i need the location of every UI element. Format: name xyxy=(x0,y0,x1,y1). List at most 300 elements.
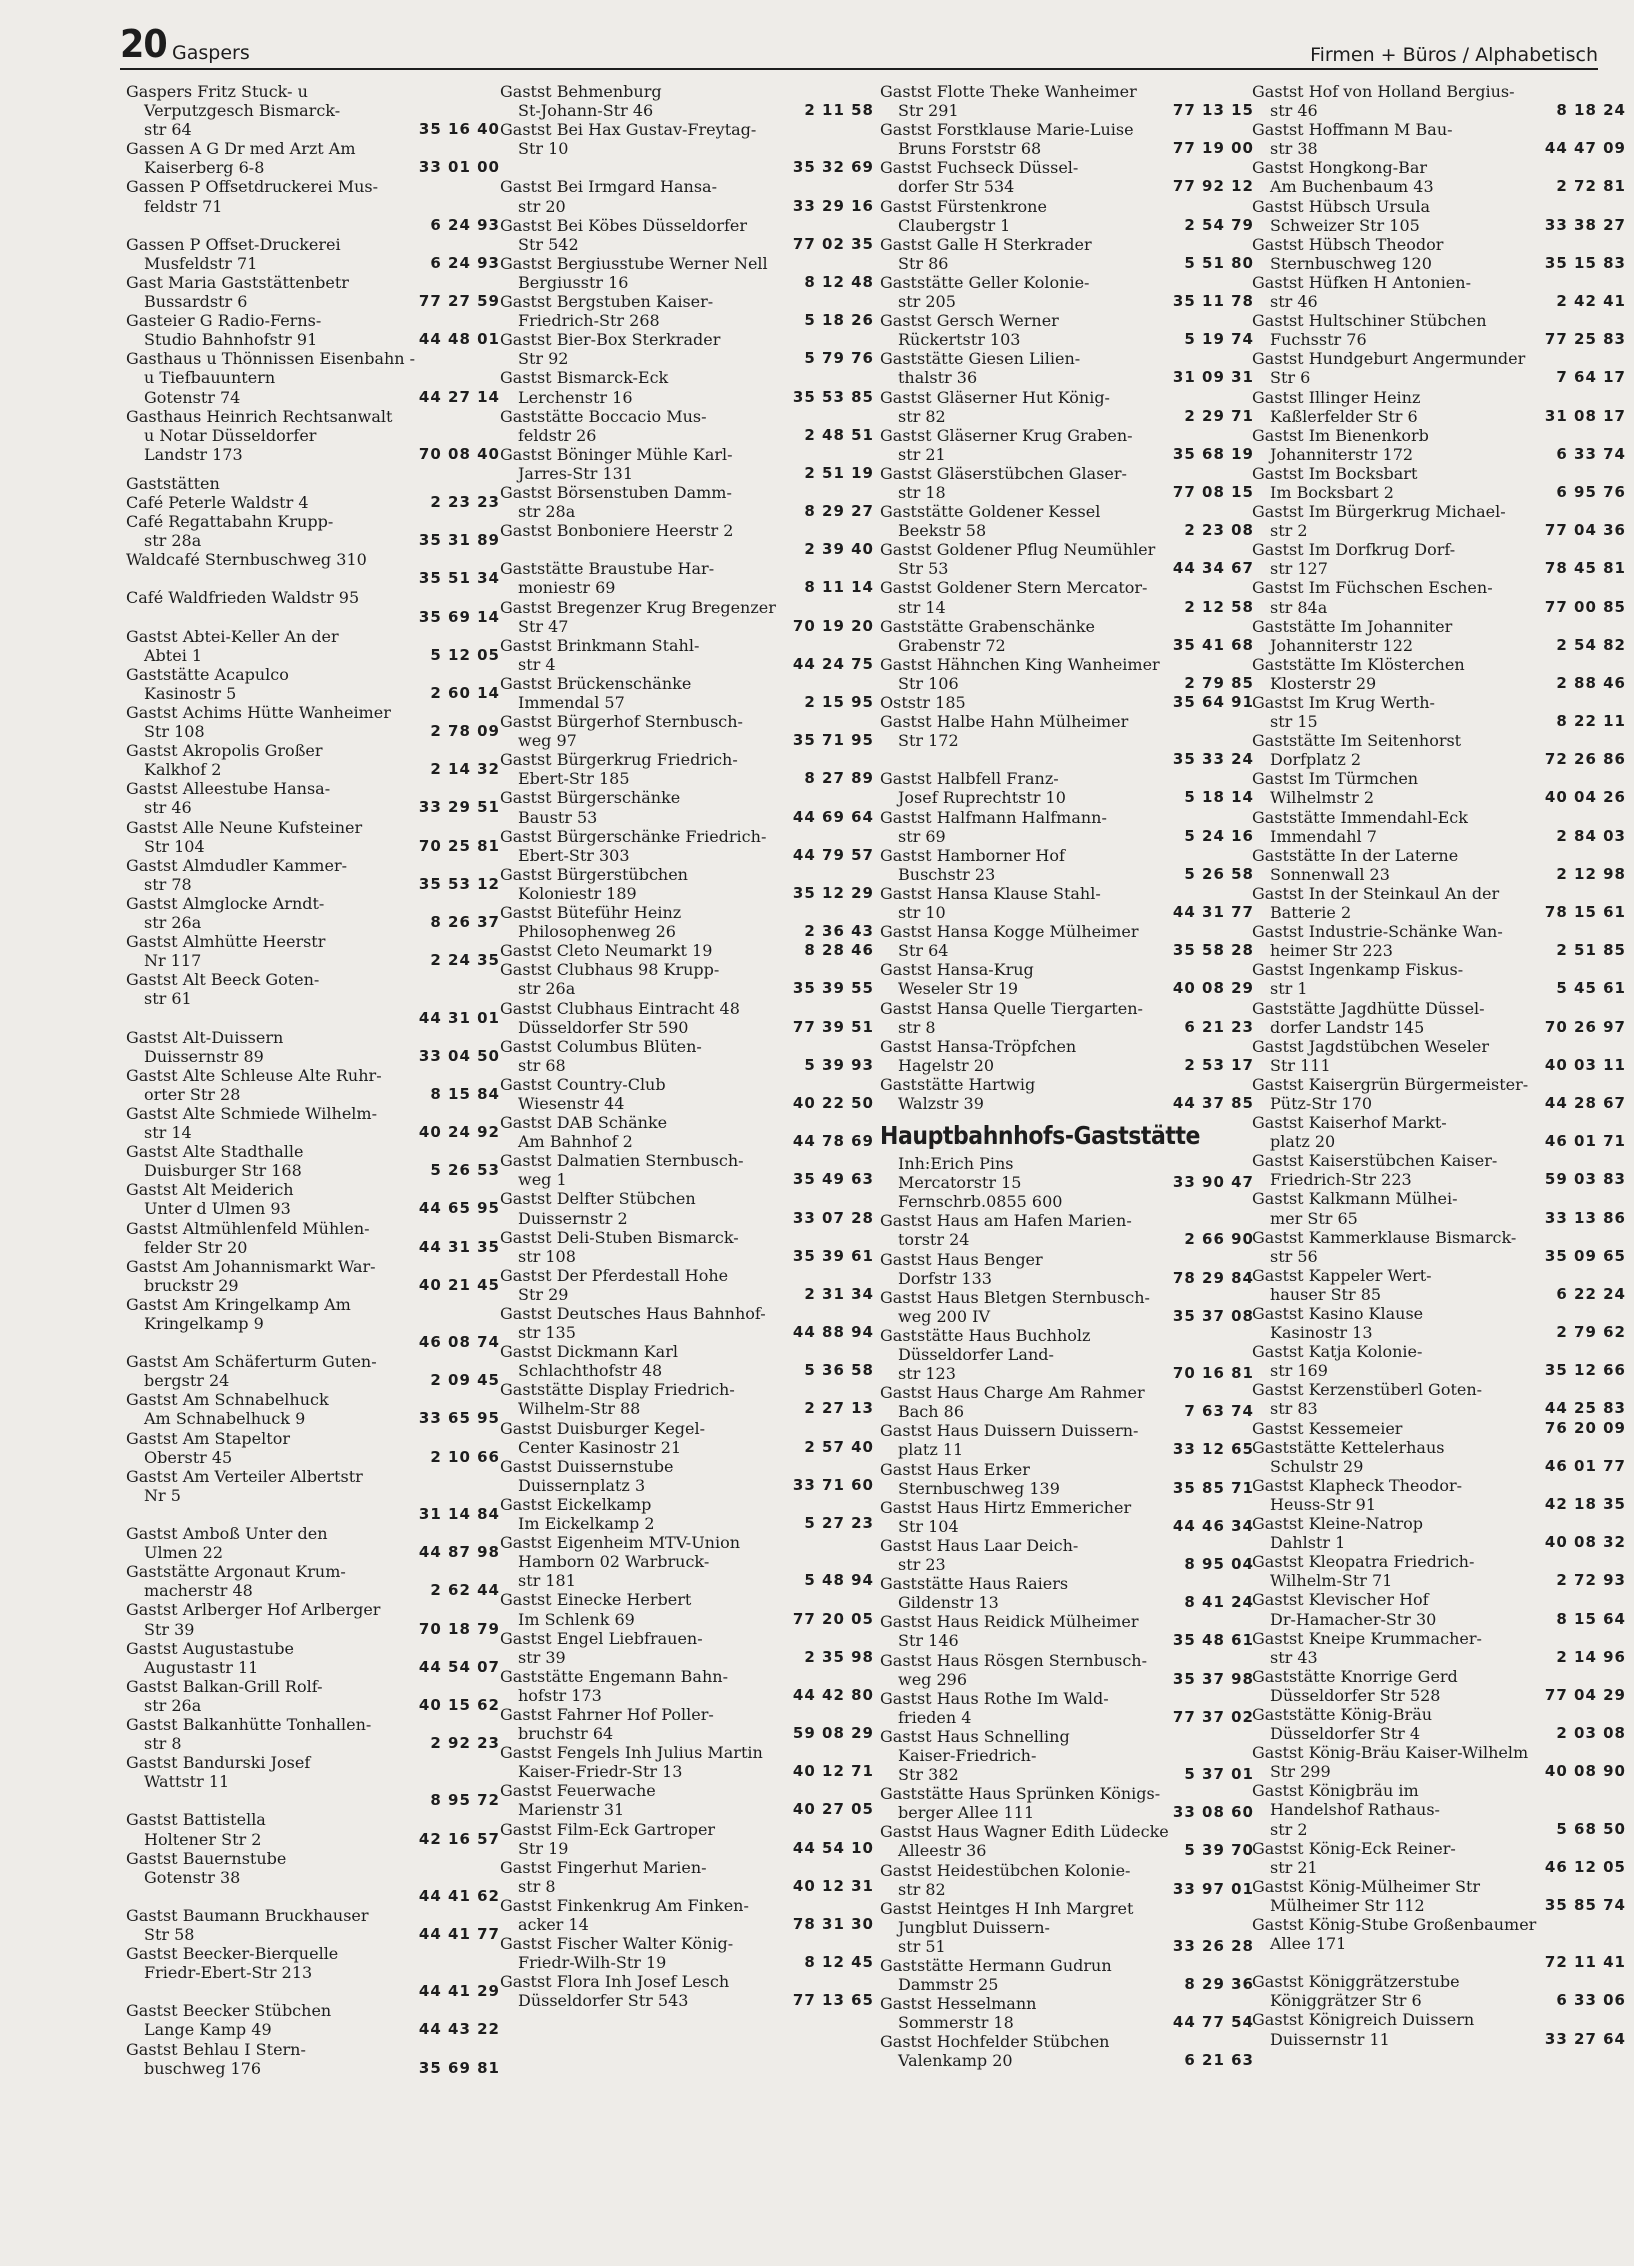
entry-name: Gastst Alle Neune Kufsteiner xyxy=(126,817,363,837)
entry-phone: 5 79 76 xyxy=(804,349,874,368)
entry-phone: 6 21 23 xyxy=(1184,1017,1254,1036)
entry-name: Gastst Kaiserhof Markt- xyxy=(1252,1113,1447,1133)
entry-address: Str 104 70 25 81 xyxy=(144,836,500,856)
entry-name: Gastst Gläserstübchen Glaser- xyxy=(880,463,1127,483)
entry-address: str 169 35 12 66 xyxy=(1270,1361,1626,1381)
entry-address: hofstr 173 44 42 80 xyxy=(518,1685,874,1705)
entry-phone: 70 08 40 xyxy=(418,444,500,463)
directory-entry xyxy=(500,827,878,865)
entry-name: Café Waldfrieden Waldstr 95 xyxy=(126,588,360,608)
entry-phone: 59 03 83 xyxy=(1544,1170,1626,1189)
directory-entry xyxy=(1252,808,1630,846)
entry-name: Gastst Columbus Blüten- xyxy=(500,1036,702,1056)
directory-entry xyxy=(500,82,878,120)
entry-phone: 33 71 60 xyxy=(792,1475,874,1494)
entry-name: Gastst Halbe Hahn Mülheimer xyxy=(880,712,1129,732)
entry-phone: 31 08 17 xyxy=(1544,406,1626,425)
entry-address: Unter d Ulmen 93 44 65 95 xyxy=(144,1199,500,1219)
entry-address: Am Schnabelhuck 9 33 65 95 xyxy=(144,1409,500,1429)
entry-address: Duissernstr 2 33 07 28 xyxy=(518,1208,874,1228)
entry-phone: 77 39 51 xyxy=(792,1017,874,1036)
entry-address: platz 11 33 12 65 xyxy=(898,1440,1254,1460)
entry-address: u Notar Düsseldorfer xyxy=(144,425,317,445)
entry-name: Gastst Baumann Bruckhauser xyxy=(126,1905,369,1925)
entry-phone: 40 03 11 xyxy=(1544,1055,1626,1074)
entry-phone: 2 42 41 xyxy=(1556,292,1626,311)
entry-name: Gaststätte Im Johanniter xyxy=(1252,616,1453,636)
entry-phone: 2 79 62 xyxy=(1556,1323,1626,1342)
entry-phone: 35 48 61 xyxy=(1172,1631,1254,1650)
directory-entry xyxy=(126,2001,504,2039)
entry-name: Gastst Eigenheim MTV-Union xyxy=(500,1533,741,1553)
entry-address: acker 14 78 31 30 xyxy=(518,1915,874,1934)
entry-phone: 44 34 67 xyxy=(1172,559,1254,578)
entry-phone: 33 04 50 xyxy=(418,1046,500,1065)
entry-address: bruckstr 29 40 21 45 xyxy=(144,1275,500,1295)
directory-entry xyxy=(126,665,504,703)
entry-name: Gaststätte Haus Sprünken Königs- xyxy=(880,1784,1161,1804)
entry-address: Kaiserberg 6-8 33 01 00 xyxy=(144,158,500,178)
entry-phone: 2 12 98 xyxy=(1556,864,1626,883)
entry-name: Gastst Duissernstube xyxy=(500,1456,674,1476)
directory-entry xyxy=(1252,1266,1630,1304)
directory-entry xyxy=(126,1715,504,1753)
entry-address: str 15 8 22 11 xyxy=(1270,712,1626,732)
entry-address: Baustr 53 44 69 64 xyxy=(518,807,874,827)
directory-entry xyxy=(1252,1705,1630,1743)
entry-name: Gastst Achims Hütte Wanheimer xyxy=(126,703,391,722)
entry-address: Str 382 5 37 01 xyxy=(898,1765,1254,1785)
entry-address: macherstr 48 2 62 44 xyxy=(144,1581,500,1601)
entry-address: Wilhelm-Str 88 2 27 13 xyxy=(518,1399,874,1419)
entry-address: dorfer Landstr 145 70 26 97 xyxy=(1270,1017,1626,1037)
entry-phone: 8 12 45 xyxy=(804,1953,874,1972)
directory-entry xyxy=(880,1075,1258,1113)
entry-phone: 2 88 46 xyxy=(1556,673,1626,692)
entry-address: platz 20 46 01 71 xyxy=(1270,1132,1626,1152)
entry-name: Gastst Hansa Klause Stahl- xyxy=(880,883,1101,903)
directory-entry xyxy=(500,216,878,254)
entry-name: Gastst Brückenschänke xyxy=(500,673,692,693)
entry-name: Gastst Hübsch Ursula xyxy=(1252,196,1431,216)
entry-address: str 82 2 29 71 xyxy=(898,406,1254,426)
entry-name: Gastst Beecker Stübchen xyxy=(126,2001,332,2021)
entry-name: Gastst Arlberger Hof Arlberger xyxy=(126,1600,381,1620)
directory-entry xyxy=(500,407,878,445)
entry-name: Gastst Gläserner Krug Graben- xyxy=(880,425,1133,445)
entry-address: Philosophenweg 26 2 36 43 xyxy=(518,922,874,942)
directory-entry xyxy=(126,627,504,665)
entry-phone: 8 95 04 xyxy=(1184,1555,1254,1574)
entry-name: Gastst Abtei-Keller An der xyxy=(126,626,339,646)
entry-name: Gasthaus u Thönnissen Eisenbahn - xyxy=(126,349,416,369)
directory-entry xyxy=(1252,960,1630,998)
directory-entry xyxy=(126,1944,504,2001)
entry-address: Str 108 2 78 09 xyxy=(144,722,500,742)
directory-entry xyxy=(500,483,878,521)
entry-address: Abtei 1 5 12 05 xyxy=(144,645,500,665)
entry-phone-line xyxy=(126,608,504,627)
entry-address: str 2 5 68 50 xyxy=(1270,1819,1626,1839)
entry-address: Lange Kamp 49 44 43 22 xyxy=(144,2020,500,2040)
entry-address: Schulstr 29 46 01 77 xyxy=(1270,1456,1626,1476)
directory-entry xyxy=(126,407,504,464)
entry-address: str 8 40 12 31 xyxy=(518,1876,874,1896)
entry-phone: 5 18 14 xyxy=(1184,788,1254,807)
entry-phone: 44 25 83 xyxy=(1544,1399,1626,1418)
entry-phone: 2 36 43 xyxy=(804,922,874,941)
entry-name: Gastst Hoffmann M Bau- xyxy=(1252,120,1453,140)
entry-name: Gastst Bürgerschänke Friedrich- xyxy=(500,826,767,846)
entry-address: Str 106 2 79 85 xyxy=(898,673,1254,693)
entry-phone: 44 48 01 xyxy=(418,330,500,349)
entry-name: Gastst Country-Club xyxy=(500,1074,666,1094)
entry-address: Kasinostr 5 2 60 14 xyxy=(144,683,500,703)
directory-entry xyxy=(500,903,878,941)
entry-phone: 59 08 29 xyxy=(792,1724,874,1743)
entry-name: Gastst Akropolis Großer xyxy=(126,741,323,761)
directory-entry xyxy=(1252,1189,1630,1227)
entry-address: Johanniterstr 172 6 33 74 xyxy=(1270,444,1626,464)
entry-phone: 2 14 32 xyxy=(430,760,500,779)
entry-name: Gassen P Offset-Druckerei xyxy=(126,234,341,254)
entry-phone: 6 21 63 xyxy=(1184,2051,1254,2070)
directory-entry xyxy=(126,932,504,970)
entry-address: feldstr 71 xyxy=(144,196,223,216)
entry-phone: 35 41 68 xyxy=(1172,635,1254,654)
entry-name: Gassen A G Dr med Arzt Am xyxy=(126,139,356,159)
entry-address: str 135 44 88 94 xyxy=(518,1323,874,1343)
directory-entry xyxy=(1252,1228,1630,1266)
entry-phone: 40 15 62 xyxy=(418,1695,500,1714)
directory-entry xyxy=(500,865,878,903)
entry-address: Musfeldstr 71 6 24 93 xyxy=(144,253,500,273)
entry-address: Str 92 5 79 76 xyxy=(518,349,874,369)
entry-phone: 35 37 08 xyxy=(1172,1306,1254,1325)
entry-address: Wattstr 11 xyxy=(144,1772,230,1792)
entry-name: Gastst Böninger Mühle Karl- xyxy=(500,444,733,464)
entry-name: Gaststätte Boccacio Mus- xyxy=(500,406,707,426)
entry-address: Mülheimer Str 112 35 85 74 xyxy=(1270,1895,1626,1915)
entry-phone: 35 11 78 xyxy=(1172,292,1254,311)
entry-name: Gastst Balkan-Grill Rolf- xyxy=(126,1676,323,1696)
directory-entry xyxy=(126,1600,504,1638)
entry-name: Gastst Im Füchschen Eschen- xyxy=(1252,578,1493,598)
entry-phone: 6 24 93 xyxy=(430,215,500,234)
entry-phone: 77 00 85 xyxy=(1544,597,1626,616)
entry-name: Gastst Kessemeier 76 20 09 xyxy=(1252,1418,1626,1438)
entry-phone: 2 66 90 xyxy=(1184,1230,1254,1249)
entry-name: Gastst Feuerwache xyxy=(500,1781,656,1801)
entry-name: Gastst Galle H Sterkrader xyxy=(880,234,1092,254)
entry-address: str 127 78 45 81 xyxy=(1270,559,1626,579)
entry-phone: 44 54 10 xyxy=(792,1838,874,1857)
directory-entry xyxy=(126,512,504,550)
entry-phone: 33 29 16 xyxy=(792,196,874,215)
entry-name: Inh:Erich Pins xyxy=(898,1154,1014,1174)
entry-phone: 2 39 40 xyxy=(804,540,874,559)
entry-phone: 46 01 77 xyxy=(1544,1456,1626,1475)
entry-address: Beekstr 58 2 23 08 xyxy=(898,521,1254,541)
directory-entry xyxy=(880,388,1258,426)
directory-entry xyxy=(500,1972,878,2010)
entry-phone-line xyxy=(126,1887,504,1906)
entry-address: str 20 33 29 16 xyxy=(518,196,874,216)
directory-entry xyxy=(126,1753,504,1810)
directory-entry xyxy=(1252,769,1630,807)
directory-entry xyxy=(880,1536,1258,1574)
entry-name: Gaststätte Goldener Kessel xyxy=(880,502,1101,522)
entry-phone: 5 24 16 xyxy=(1184,826,1254,845)
entry-phone: 42 16 57 xyxy=(418,1829,500,1848)
directory-entry xyxy=(1252,693,1630,731)
entry-phone: 2 27 13 xyxy=(804,1399,874,1418)
entry-name: Gastst Bismarck-Eck xyxy=(500,368,669,388)
entry-phone: 2 14 96 xyxy=(1556,1647,1626,1666)
entry-phone: 70 19 20 xyxy=(792,616,874,635)
entry-phone: 2 72 93 xyxy=(1556,1571,1626,1590)
entry-address: str 61 xyxy=(144,989,192,1009)
entry-name: Gaststätte Haus Raiers xyxy=(880,1574,1069,1594)
entry-name: Gastst Alt Beeck Goten- xyxy=(126,970,320,990)
entry-name: Gastst Delfter Stübchen xyxy=(500,1189,696,1209)
directory-entry xyxy=(126,1906,504,1944)
entry-phone: 44 46 34 xyxy=(1172,1516,1254,1535)
entry-address: str 64 35 16 40 xyxy=(144,120,500,140)
entry-address: str 181 5 48 94 xyxy=(518,1571,874,1591)
page-header xyxy=(120,22,1598,66)
entry-name: Gastst Königbräu im xyxy=(1252,1781,1419,1801)
entry-phone: 35 68 19 xyxy=(1172,444,1254,463)
entry-phone: 44 43 22 xyxy=(418,2020,500,2039)
entry-address: str 84a 77 00 85 xyxy=(1270,597,1626,617)
entry-phone: 2 35 98 xyxy=(804,1647,874,1666)
directory-entry xyxy=(126,1219,504,1257)
directory-entry xyxy=(880,922,1258,960)
entry-phone-line xyxy=(880,750,1258,769)
directory-entry xyxy=(500,120,878,177)
directory-entry xyxy=(500,999,878,1037)
entry-address: orter Str 28 8 15 84 xyxy=(144,1084,500,1104)
directory-entry xyxy=(1252,1476,1630,1514)
directory-entry xyxy=(1252,273,1630,311)
entry-address: buschweg 176 35 69 81 xyxy=(144,2058,500,2078)
entry-name: Gastst Haus Reidick Mülheimer xyxy=(880,1612,1139,1632)
entry-phone: 2 51 19 xyxy=(804,463,874,482)
entry-name: Gastst Kleine-Natrop xyxy=(1252,1514,1424,1534)
entry-name: Gastst Engel Liebfrauen- xyxy=(500,1628,703,1648)
entry-name: Gastst Kaisergrün Bürgermeister- xyxy=(1252,1074,1529,1094)
directory-entry xyxy=(500,1705,878,1743)
entry-phone: 2 78 09 xyxy=(430,722,500,741)
entry-phone: 76 20 09 xyxy=(1544,1418,1626,1437)
entry-address: str 21 46 12 05 xyxy=(1270,1857,1626,1877)
entry-name: Gastst Altmühlenfeld Mühlen- xyxy=(126,1218,370,1238)
entry-phone: 44 69 64 xyxy=(792,807,874,826)
entry-address: Allee 171 xyxy=(1270,1934,1347,1954)
entry-address: Claubergstr 1 2 54 79 xyxy=(898,215,1254,235)
entry-phone: 70 16 81 xyxy=(1172,1364,1254,1383)
entry-address: str 18 77 08 15 xyxy=(898,482,1254,502)
entry-address: Str 10 xyxy=(518,139,569,159)
directory-entry xyxy=(1252,1743,1630,1781)
entry-phone: 44 65 95 xyxy=(418,1199,500,1218)
entry-address: bruchstr 64 59 08 29 xyxy=(518,1724,874,1744)
entry-phone: 35 69 81 xyxy=(418,2058,500,2077)
entry-address: heimer Str 223 2 51 85 xyxy=(1270,941,1626,961)
entry-name: Gastst Büteführ Heinz xyxy=(500,903,682,923)
directory-entry xyxy=(880,1288,1258,1326)
directory-entry xyxy=(880,1383,1258,1421)
entry-phone: 2 72 81 xyxy=(1556,177,1626,196)
entry-address: str 108 35 39 61 xyxy=(518,1246,874,1266)
entry-address: Am Bahnhof 2 44 78 69 xyxy=(518,1132,874,1152)
entry-address: Str 29 2 31 34 xyxy=(518,1284,874,1304)
entry-name: Gastst Kalkmann Mülhei- xyxy=(1252,1189,1458,1209)
entry-name: Gastst Amboß Unter den xyxy=(126,1524,328,1544)
directory-entry xyxy=(880,120,1258,158)
directory-entry xyxy=(500,1934,878,1972)
entry-phone: 35 58 28 xyxy=(1172,941,1254,960)
entry-address: frieden 4 77 37 02 xyxy=(898,1707,1254,1727)
entry-phone: 40 24 92 xyxy=(418,1123,500,1142)
directory-entry xyxy=(500,1743,878,1781)
directory-entry xyxy=(880,1612,1258,1650)
directory-entry xyxy=(880,235,1258,273)
entry-phone: 35 51 34 xyxy=(418,569,500,588)
directory-entry xyxy=(126,474,504,493)
directory-entry xyxy=(500,674,878,712)
entry-address: str 2 77 04 36 xyxy=(1270,521,1626,541)
entry-name: Gastst Alleestube Hansa- xyxy=(126,779,331,799)
entry-address: moniestr 69 8 11 14 xyxy=(518,578,874,598)
entry-address: u Tiefbauuntern xyxy=(144,368,276,388)
entry-phone: 70 18 79 xyxy=(418,1619,500,1638)
directory-entry xyxy=(1252,197,1630,235)
entry-name: Gastst Haus Duissern Duissern- xyxy=(880,1421,1139,1441)
directory-entry xyxy=(126,1257,504,1295)
entry-address: str 14 2 12 58 xyxy=(898,597,1254,617)
entry-phone: 31 14 84 xyxy=(418,1504,500,1523)
entry-name: Gastst Am Johannismarkt War- xyxy=(126,1256,376,1276)
directory-entry xyxy=(126,493,504,512)
entry-name: Gastst König-Eck Reiner- xyxy=(1252,1838,1456,1858)
entry-phone: 72 26 86 xyxy=(1544,750,1626,769)
directory-entry xyxy=(880,999,1258,1037)
entry-address: Kasinostr 13 2 79 62 xyxy=(1270,1323,1626,1343)
entry-address: mer Str 65 33 13 86 xyxy=(1270,1208,1626,1228)
directory-entry xyxy=(126,1390,504,1428)
entry-name: Gaspers Fritz Stuck- u xyxy=(126,82,308,101)
directory-entry xyxy=(500,1896,878,1934)
entry-address: str 4 44 24 75 xyxy=(518,654,874,674)
entry-address: berger Allee 111 33 08 60 xyxy=(898,1803,1254,1823)
entry-phone: 35 12 66 xyxy=(1544,1361,1626,1380)
entry-address: str 46 2 42 41 xyxy=(1270,292,1626,312)
entry-name: Gastst Haus Bletgen Sternbusch- xyxy=(880,1287,1150,1307)
directory-entry xyxy=(126,177,504,234)
directory-entry xyxy=(500,1189,878,1227)
directory-entry xyxy=(1252,540,1630,578)
entry-address: Sonnenwall 23 2 12 98 xyxy=(1270,864,1626,884)
entry-name: Gastst Forstklause Marie-Luise xyxy=(880,120,1134,140)
entry-address: Str 6 7 64 17 xyxy=(1270,368,1626,388)
entry-name: Gastst Industrie-Schänke Wan- xyxy=(1252,922,1503,942)
entry-address: Klosterstr 29 2 88 46 xyxy=(1270,673,1626,693)
directory-entry xyxy=(1252,1514,1630,1552)
entry-phone: 77 04 36 xyxy=(1544,521,1626,540)
directory-entry xyxy=(126,1028,504,1066)
entry-name: Gastst Bürgerschänke xyxy=(500,788,681,808)
entry-phone: 5 45 61 xyxy=(1556,979,1626,998)
entry-name: Gastst Illinger Heinz xyxy=(1252,387,1421,407)
entry-phone: 77 37 02 xyxy=(1172,1707,1254,1726)
directory-column-1 xyxy=(126,82,504,2078)
entry-phone: 77 25 83 xyxy=(1544,330,1626,349)
entry-name: Gaststätte Jagdhütte Düssel- xyxy=(1252,998,1485,1018)
entry-name: Oststr 185 35 64 91 xyxy=(880,693,1254,712)
entry-name: Gaststätte Geller Kolonie- xyxy=(880,272,1090,292)
entry-name: Gastst Heintges H Inh Margret xyxy=(880,1898,1134,1918)
entry-phone: 44 28 67 xyxy=(1544,1093,1626,1112)
entry-name: Gastst Hundgeburt Angermunder xyxy=(1252,349,1526,369)
entry-phone: 8 11 14 xyxy=(804,578,874,597)
entry-phone: 2 48 51 xyxy=(804,425,874,444)
entry-address: str 26a 40 15 62 xyxy=(144,1695,500,1715)
entry-phone: 33 08 60 xyxy=(1172,1803,1254,1822)
entry-phone: 35 31 89 xyxy=(418,531,500,550)
entry-address: Str 104 44 46 34 xyxy=(898,1516,1254,1536)
entry-phone: 5 12 05 xyxy=(430,645,500,664)
entry-address: weg 97 35 71 95 xyxy=(518,731,874,751)
entry-name: Gastst Hansa-Tröpfchen xyxy=(880,1036,1077,1056)
entry-phone: 8 18 24 xyxy=(1556,101,1626,120)
entry-name: Gastst Einecke Herbert xyxy=(500,1590,692,1610)
directory-entry xyxy=(126,2040,504,2078)
entry-phone: 44 54 07 xyxy=(418,1657,500,1676)
entry-name: Café Regattabahn Krupp- xyxy=(126,512,334,532)
directory-entry xyxy=(880,273,1258,311)
entry-address: str 26a 35 39 55 xyxy=(518,979,874,999)
directory-entry xyxy=(1252,2010,1630,2048)
entry-address: str 21 35 68 19 xyxy=(898,444,1254,464)
entry-phone: 44 24 75 xyxy=(792,654,874,673)
entry-name: Gastst Fürstenkrone xyxy=(880,196,1047,216)
entry-address: Am Buchenbaum 43 2 72 81 xyxy=(1270,177,1626,197)
entry-address: Dorfstr 133 78 29 84 xyxy=(898,1268,1254,1288)
entry-phone-line xyxy=(126,216,504,235)
entry-name: Gastst Dickmann Karl xyxy=(500,1342,678,1362)
entry-name: Gastst Beecker-Bierquelle xyxy=(126,1944,339,1964)
entry-phone: 2 11 58 xyxy=(804,101,874,120)
directory-entry xyxy=(500,788,878,826)
directory-entry xyxy=(500,559,878,597)
directory-entry xyxy=(126,82,504,139)
entry-address: Str 146 35 48 61 xyxy=(898,1631,1254,1651)
entry-phone-line xyxy=(126,569,504,588)
entry-phone: 8 15 64 xyxy=(1556,1609,1626,1628)
entry-phone: 44 41 29 xyxy=(418,1982,500,2001)
entry-name: Gastst Haus Rösgen Sternbusch- xyxy=(880,1650,1148,1670)
entry-phone: 78 45 81 xyxy=(1544,559,1626,578)
entry-address: Str 111 40 03 11 xyxy=(1270,1055,1626,1075)
directory-entry xyxy=(126,550,504,588)
entry-name: Gastst Duisburger Kegel- xyxy=(500,1418,706,1438)
directory-entry xyxy=(126,1066,504,1104)
entry-name: Gastst DAB Schänke xyxy=(500,1113,668,1133)
entry-address: Bach 86 7 63 74 xyxy=(898,1402,1254,1422)
entry-address: weg 296 35 37 98 xyxy=(898,1669,1254,1689)
